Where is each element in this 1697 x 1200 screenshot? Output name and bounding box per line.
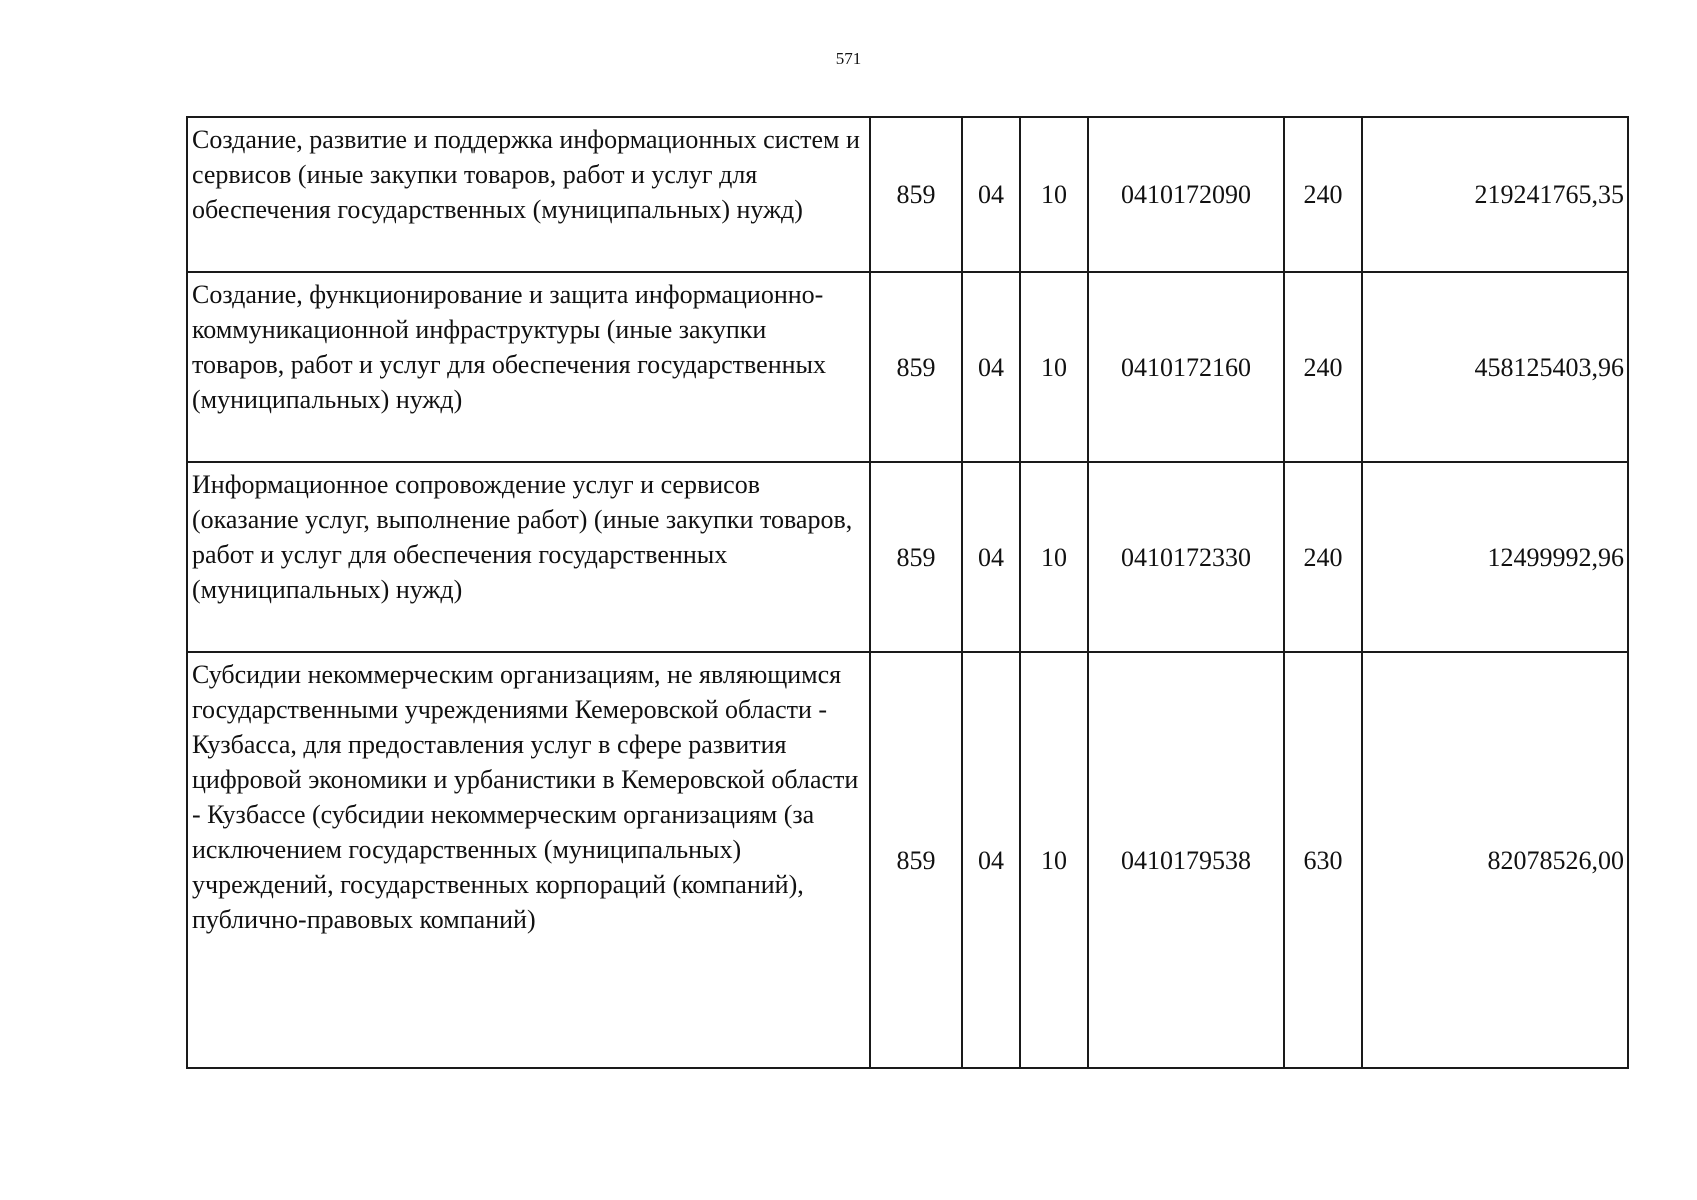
row-subsection: 10 [1020, 652, 1088, 1068]
row-subsection: 10 [1020, 272, 1088, 462]
row-code: 859 [870, 117, 962, 272]
row-target-article: 0410179538 [1088, 652, 1284, 1068]
row-code: 859 [870, 652, 962, 1068]
table-row [187, 272, 1628, 462]
row-section: 04 [962, 652, 1020, 1068]
row-section: 04 [962, 272, 1020, 462]
row-amount: 12499992,96 [1362, 462, 1628, 652]
row-description: Субсидии некоммерческим организациям, не являющимся государственными учреждениями Кемеровской области - Кузбасса, для предоставления услуг в сфере развития цифровой экономики и урбанистики в Кемеровской области - Кузбассе (субсидии некоммерческим организациям (за исключением государственных (муниципальных) учреждений, государственных корпораций (компаний), публично-правовых компаний) [187, 652, 870, 1068]
row-subsection: 10 [1020, 462, 1088, 652]
row-description: Информационное сопровождение услуг и сервисов (оказание услуг, выполнение работ) (иные закупки товаров, работ и услуг для обеспечения государственных (муниципальных) нужд) [187, 462, 870, 652]
row-section: 04 [962, 462, 1020, 652]
row-expense-type: 240 [1284, 462, 1362, 652]
row-amount: 458125403,96 [1362, 272, 1628, 462]
row-target-article: 0410172330 [1088, 462, 1284, 652]
row-description: Создание, функционирование и защита информационно-коммуникационной инфраструктуры (иные закупки товаров, работ и услуг для обеспечения государственных (муниципальных) нужд) [187, 272, 870, 462]
row-target-article: 0410172160 [1088, 272, 1284, 462]
row-code: 859 [870, 462, 962, 652]
row-section: 04 [962, 117, 1020, 272]
row-amount: 219241765,35 [1362, 117, 1628, 272]
row-expense-type: 630 [1284, 652, 1362, 1068]
page-number: 571 [835, 49, 862, 68]
table-row [187, 117, 1628, 272]
row-subsection: 10 [1020, 117, 1088, 272]
budget-table [186, 116, 1629, 1069]
row-expense-type: 240 [1284, 117, 1362, 272]
row-amount: 82078526,00 [1362, 652, 1628, 1068]
row-description: Создание, развитие и поддержка информационных систем и сервисов (иные закупки товаров, работ и услуг для обеспечения государственных (муниципальных) нужд) [187, 117, 870, 272]
table-row [187, 652, 1628, 1068]
row-expense-type: 240 [1284, 272, 1362, 462]
row-code: 859 [870, 272, 962, 462]
row-target-article: 0410172090 [1088, 117, 1284, 272]
table-row [187, 462, 1628, 652]
